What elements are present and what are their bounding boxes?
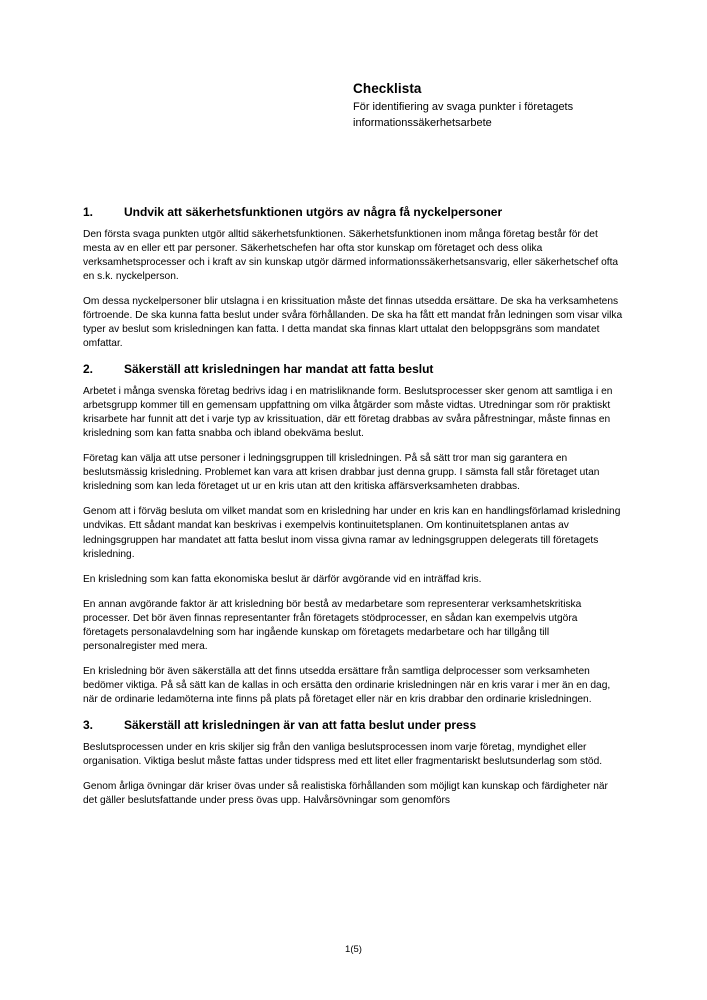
page-subtitle: För identifiering av svaga punkter i företagets informationssäkerhetsarbete bbox=[353, 101, 574, 130]
section-1-title: Undvik att säkerhetsfunktionen utgörs av några få nyckelpersoner bbox=[124, 205, 503, 219]
section-3-number: 3. bbox=[83, 718, 94, 733]
paragraph: Företag kan välja att utse personer i ledningsgruppen till krisledningen. På så sätt tror man sig garantera en beslutsmässig krisledning. Problemet kan vara att krisen drabbar just denna grupp. I sämsta fall står företaget utan krisledning som kan leda företaget ut ur en kris utan att den kritiska affärsverksamheten drabbas. bbox=[83, 453, 600, 493]
section-1 bbox=[83, 205, 624, 351]
section-2-heading bbox=[83, 362, 624, 378]
section-1-number: 1. bbox=[83, 205, 94, 219]
section-2-number: 2. bbox=[83, 362, 94, 377]
section-2 bbox=[83, 362, 624, 707]
document-body bbox=[83, 205, 624, 819]
page-footer bbox=[0, 944, 707, 955]
paragraph: En annan avgörande faktor är att krisledning bör bestå av medarbetare som representerar verksamhetskritiska processer. Det bör även finnas representanter från företagets stödprocesser, en sådan kan exempelvis utgöra företagets personalavdelning som har ingående kunskap om företagets medarbetare och har tillgång till personalregister med mera. bbox=[83, 598, 582, 652]
section-3-heading bbox=[83, 718, 624, 734]
section-1-heading bbox=[83, 205, 624, 221]
paragraph: Beslutsprocessen under en kris skiljer sig från den vanliga beslutsprocessen inom varje företag, myndighet eller organisation. Viktiga beslut måste fattas under tidspress med ett litet eller fragmentariskt beslutsunderlag som stöd. bbox=[83, 741, 603, 767]
paragraph: Genom att i förväg besluta om vilket mandat som en krisledning har under en kris kan en handlingsförlamad krisledning undvikas. Ett sådant mandat kan beskrivas i exempelvis kontinuitetsplanen. Om kontinuitetsplanen antas av ledningsgruppen har mandatet att fatta beslut inom vissa givna ramar av ledningsgruppen delegerats till företagets krisledning. bbox=[83, 506, 621, 560]
section-3-title: Säkerställ att krisledningen är van att fatta beslut under press bbox=[124, 718, 477, 733]
document-header bbox=[353, 80, 633, 132]
paragraph: Arbetet i många svenska företag bedrivs idag i en matrisliknande form. Beslutsprocesser sker genom att samtliga i en arbetsgrupp kommer till en gemensam uppfattning om vilka åtgärder som måste vidtas. Utredningar som rör praktiskt krisarbete har funnit att det i varje typ av krissituation, där ett företag drabbas av svåra påfrestningar, måste finnas en krisledning som kan fatta snabba och ibland obekväma beslut. bbox=[83, 385, 613, 440]
paragraph: En krisledning bör även säkerställa att det finns utsedda ersättare från samtliga delprocesser som verksamheten bedömer viktiga. På så sätt kan de kallas in och ersätta den ordinarie krisledningen när en kris varar i mer än en dag, när de ordinarie ledamöterna inte finns på plats på företaget eller när en kris drabbar den ordinarie krisledningen. bbox=[83, 666, 611, 706]
section-2-title: Säkerställ att krisledningen har mandat att fatta beslut bbox=[124, 362, 434, 377]
paragraph: En krisledning som kan fatta ekonomiska beslut är därför avgörande vid en inträffad kris. bbox=[83, 573, 482, 585]
paragraph: Den första svaga punkten utgör alltid säkerhetsfunktionen. Säkerhetsfunktionen inom många företag består för det mesta av en eller ett par personer. Säkerhetschefen har ofta stor kunskap om företaget och dess olika verksamhetsprocesser och i kraft av sin kunskap utgör därmed informationssäkerhetsansvarig, eller säkerhetschef ofta en s.k. nyckelperson. bbox=[83, 228, 619, 282]
page-title: Checklista bbox=[353, 81, 422, 96]
section-3 bbox=[83, 718, 624, 808]
page-number: 1(5) bbox=[345, 944, 362, 955]
paragraph: Genom årliga övningar där kriser övas under så realistiska förhållanden som möjligt kan kunskap och färdigheter när det gäller beslutsfattande under press övas upp. Halvårsövningar som genomförs bbox=[83, 781, 608, 807]
paragraph: Om dessa nyckelpersoner blir utslagna i en krissituation måste det finnas utsedda ersättare. De ska ha verksamhetens förtroende. De ska kunna fatta beslut under svåra förhållanden. De ska ha fått ett mandat från ledningen som visar vilka typer av beslut som krisledningen kan fatta. I detta mandat ska finnas klart uttalat den beloppsgräns som mandatet omfattar. bbox=[83, 295, 623, 350]
